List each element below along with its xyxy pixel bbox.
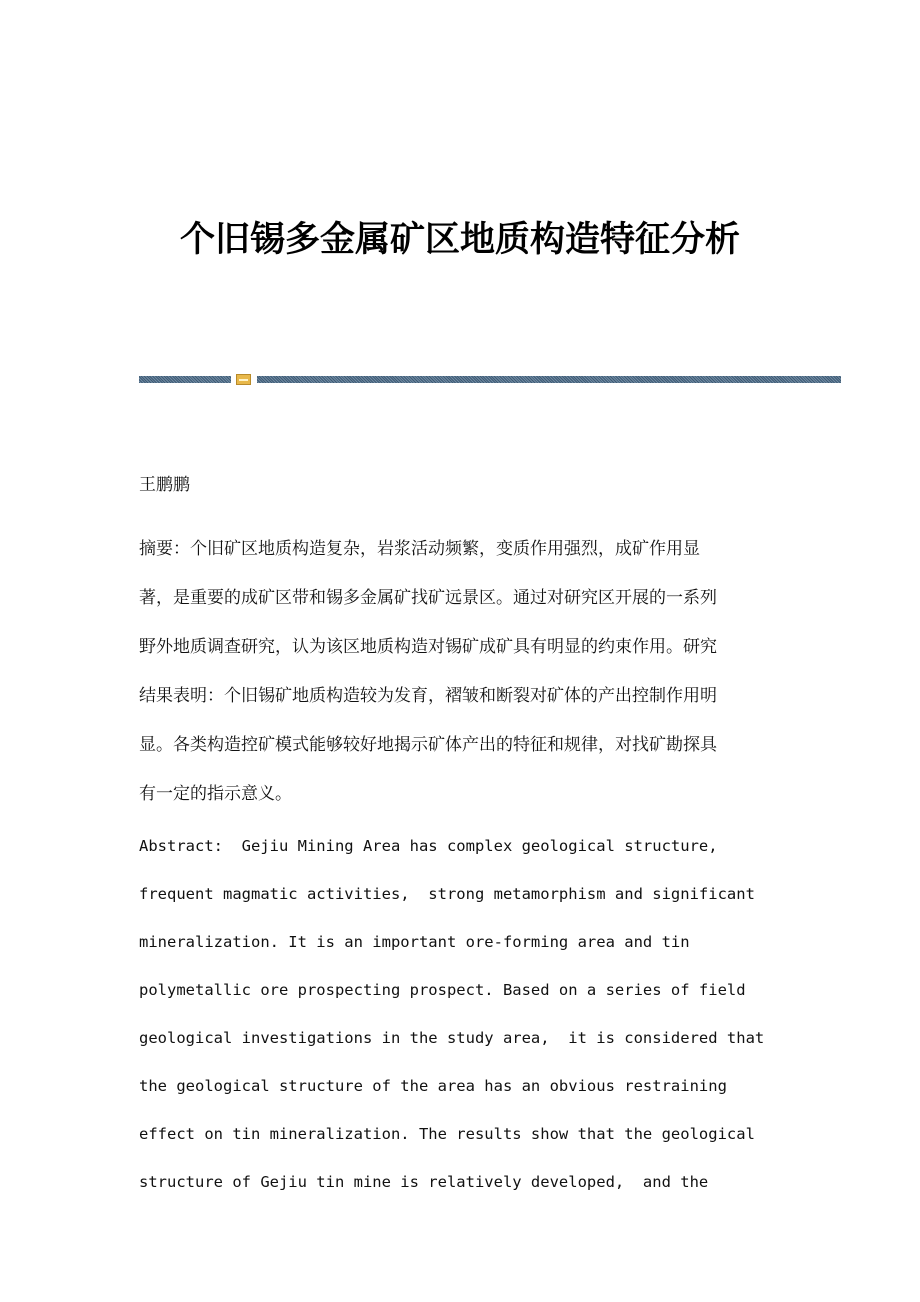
title-divider <box>139 374 841 384</box>
abstract-cn-line: 野外地质调查研究，认为该区地质构造对锡矿成矿具有明显的约束作用。研究 <box>139 637 717 657</box>
abstract-cn-line: 摘要：个旧矿区地质构造复杂，岩浆活动频繁，变质作用强烈，成矿作用显 <box>139 539 700 559</box>
abstract-en-line: frequent magmatic activities, strong metamorphism and significant <box>139 885 755 903</box>
abstract-english <box>139 822 799 1206</box>
divider-emblem-icon <box>236 374 251 385</box>
abstract-en-line: mineralization. It is an important ore-forming area and tin <box>139 933 690 951</box>
abstract-chinese <box>139 525 779 819</box>
divider-bar-right <box>257 376 841 383</box>
abstract-en-line: the geological structure of the area has an obvious restraining <box>139 1077 727 1095</box>
abstract-cn-line: 著，是重要的成矿区带和锡多金属矿找矿远景区。通过对研究区开展的一系列 <box>139 588 717 608</box>
abstract-en-line: polymetallic ore prospecting prospect. Based on a series of field <box>139 981 746 999</box>
abstract-en-line: structure of Gejiu tin mine is relatively developed, and the <box>139 1173 709 1191</box>
abstract-cn-line: 结果表明：个旧锡矿地质构造较为发育，褶皱和断裂对矿体的产出控制作用明 <box>139 686 717 706</box>
divider-bar-left <box>139 376 231 383</box>
author-name: 王鹏鹏 <box>139 475 190 495</box>
document-title: 个旧锡多金属矿区地质构造特征分析 <box>179 220 740 260</box>
abstract-en-line: geological investigations in the study area, it is considered that <box>139 1029 765 1047</box>
abstract-cn-line: 有一定的指示意义。 <box>139 784 292 804</box>
abstract-cn-line: 显。各类构造控矿模式能够较好地揭示矿体产出的特征和规律，对找矿勘探具 <box>139 735 717 755</box>
abstract-en-line: Abstract: Gejiu Mining Area has complex geological structure, <box>139 837 718 855</box>
abstract-en-line: effect on tin mineralization. The results show that the geological <box>139 1125 755 1143</box>
